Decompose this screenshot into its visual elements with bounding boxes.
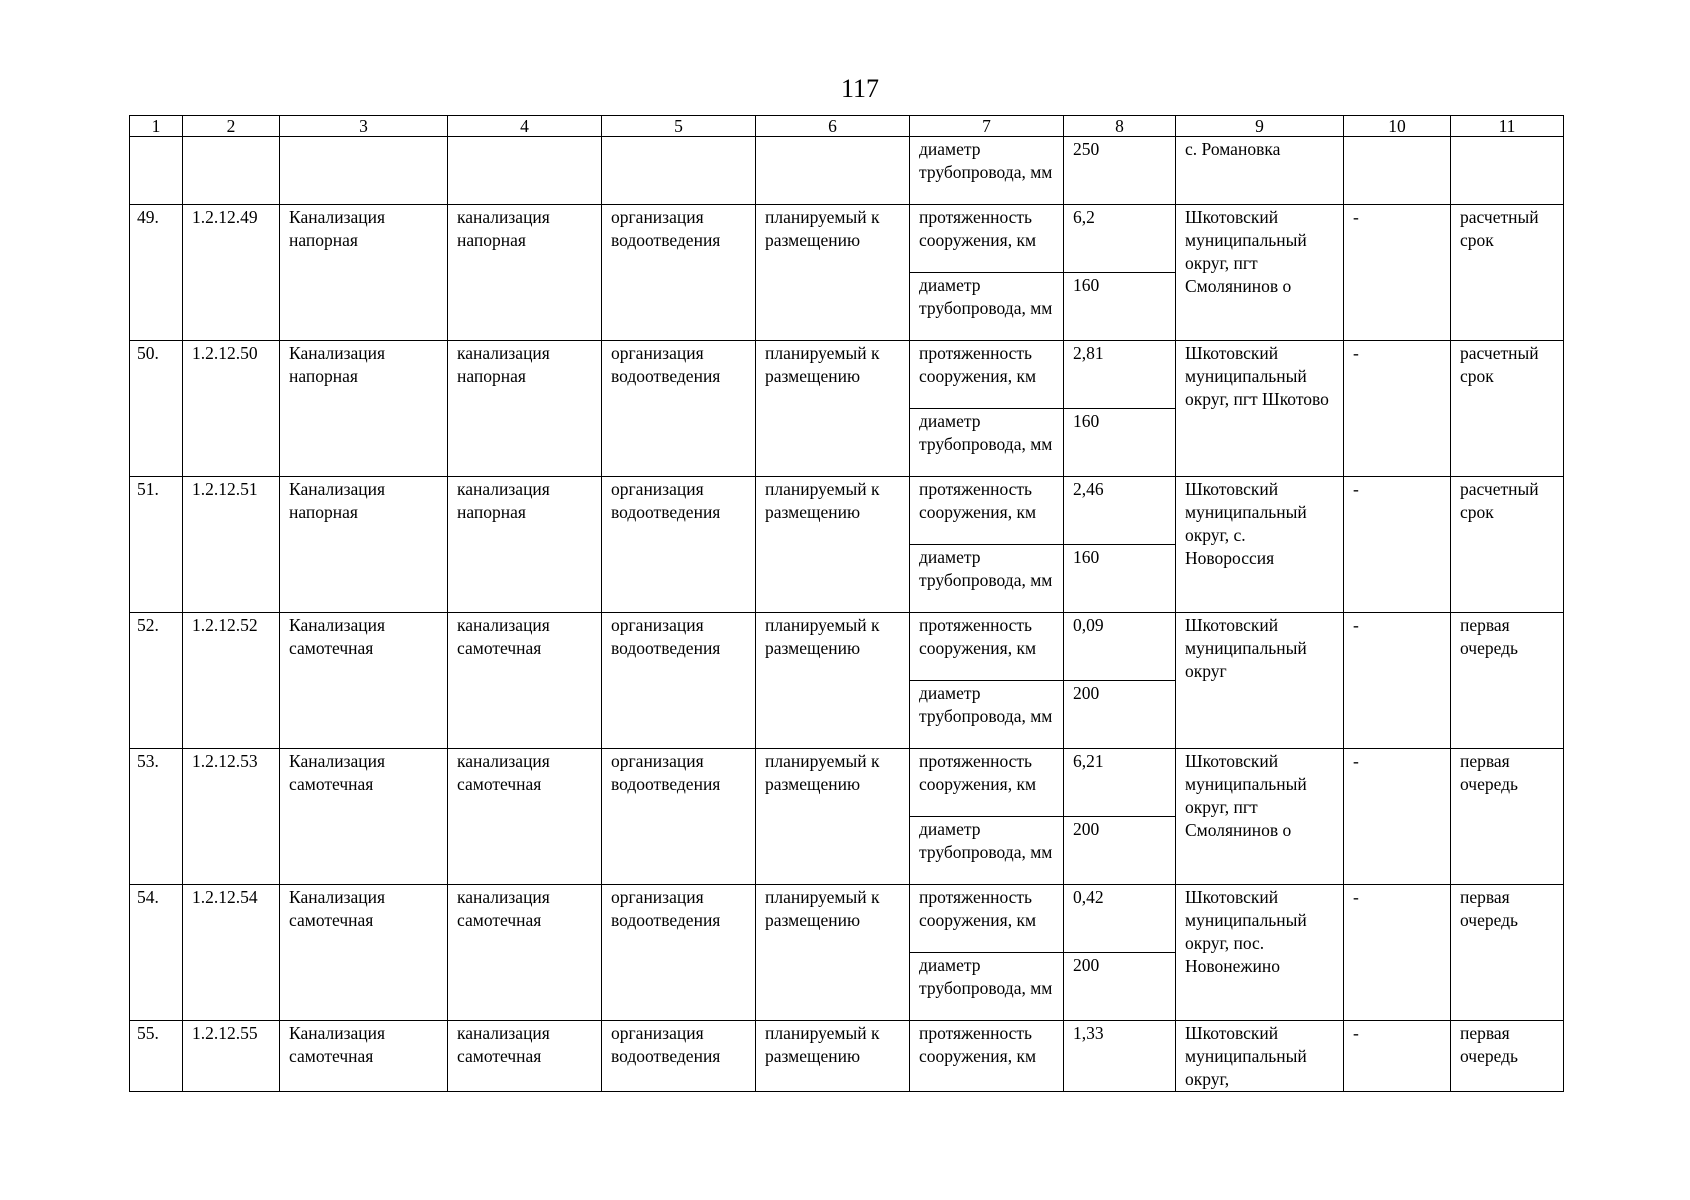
row-number-cell: 55. [130,1021,183,1092]
location-cell: Шкотовский муниципальный округ, пгт Смолянинов о [1176,749,1344,885]
param-cell: протяженность сооружения, км [910,477,1064,545]
value-cell: 250 [1064,137,1176,205]
empty-cell [756,137,910,205]
purpose-cell: организация водоотведения [602,205,756,341]
param-cell: диаметр трубопровода, мм [910,273,1064,341]
column-header: 1 [130,116,183,137]
page-number: 117 [840,74,880,103]
param-cell: диаметр трубопровода, мм [910,137,1064,205]
zone-cell: - [1344,885,1451,1021]
type-cell: канализация самотечная [448,1021,602,1092]
name-cell: Канализация напорная [280,341,448,477]
empty-cell [130,137,183,205]
term-cell: первая очередь [1451,749,1564,885]
param-cell: протяженность сооружения, км [910,341,1064,409]
location-cell: Шкотовский муниципальный округ, с. Новороссия [1176,477,1344,613]
param-cell: диаметр трубопровода, мм [910,681,1064,749]
value-cell: 160 [1064,545,1176,613]
name-cell: Канализация самотечная [280,613,448,749]
zone-cell: - [1344,613,1451,749]
table-row [130,613,1564,681]
column-header: 11 [1451,116,1564,137]
location-cell: Шкотовский муниципальный округ [1176,613,1344,749]
column-header: 9 [1176,116,1344,137]
type-cell: канализация напорная [448,205,602,341]
value-cell: 6,21 [1064,749,1176,817]
code-cell: 1.2.12.49 [183,205,280,341]
param-cell: диаметр трубопровода, мм [910,953,1064,1021]
empty-cell [602,137,756,205]
column-header: 7 [910,116,1064,137]
empty-cell [1451,137,1564,205]
term-cell: расчетный срок [1451,477,1564,613]
term-cell: первая очередь [1451,1021,1564,1092]
empty-cell [183,137,280,205]
column-header: 8 [1064,116,1176,137]
status-cell: планируемый к размещению [756,749,910,885]
row-number-cell: 54. [130,885,183,1021]
name-cell: Канализация самотечная [280,749,448,885]
type-cell: канализация напорная [448,341,602,477]
column-header: 10 [1344,116,1451,137]
location-cell: Шкотовский муниципальный округ, пос. Новонежино [1176,885,1344,1021]
zone-cell: - [1344,341,1451,477]
value-cell: 1,33 [1064,1021,1176,1092]
zone-cell: - [1344,749,1451,885]
table-row [130,205,1564,273]
column-header: 2 [183,116,280,137]
zone-cell: - [1344,205,1451,341]
value-cell: 6,2 [1064,205,1176,273]
location-cell: с. Романовка [1176,137,1344,205]
value-cell: 0,42 [1064,885,1176,953]
value-cell: 2,81 [1064,341,1176,409]
value-cell: 2,46 [1064,477,1176,545]
status-cell: планируемый к размещению [756,885,910,1021]
column-header: 5 [602,116,756,137]
purpose-cell: организация водоотведения [602,477,756,613]
value-cell: 160 [1064,273,1176,341]
purpose-cell: организация водоотведения [602,1021,756,1092]
row-number-cell: 52. [130,613,183,749]
column-number-row [130,116,1564,137]
param-cell: протяженность сооружения, км [910,749,1064,817]
code-cell: 1.2.12.53 [183,749,280,885]
location-cell: Шкотовский муниципальный округ, [1176,1021,1344,1092]
location-cell: Шкотовский муниципальный округ, пгт Смолянинов о [1176,205,1344,341]
empty-cell [280,137,448,205]
type-cell: канализация самотечная [448,613,602,749]
name-cell: Канализация самотечная [280,885,448,1021]
empty-cell [1344,137,1451,205]
type-cell: канализация самотечная [448,885,602,1021]
status-cell: планируемый к размещению [756,477,910,613]
term-cell: расчетный срок [1451,341,1564,477]
value-cell: 200 [1064,953,1176,1021]
name-cell: Канализация напорная [280,477,448,613]
name-cell: Канализация напорная [280,205,448,341]
param-cell: диаметр трубопровода, мм [910,545,1064,613]
value-cell: 200 [1064,681,1176,749]
value-cell: 0,09 [1064,613,1176,681]
purpose-cell: организация водоотведения [602,885,756,1021]
code-cell: 1.2.12.54 [183,885,280,1021]
row-number-cell: 50. [130,341,183,477]
status-cell: планируемый к размещению [756,205,910,341]
type-cell: канализация самотечная [448,749,602,885]
type-cell: канализация напорная [448,477,602,613]
table-row [130,341,1564,409]
value-cell: 200 [1064,817,1176,885]
purpose-cell: организация водоотведения [602,749,756,885]
column-header: 6 [756,116,910,137]
param-cell: диаметр трубопровода, мм [910,409,1064,477]
column-header: 3 [280,116,448,137]
empty-cell [448,137,602,205]
purpose-cell: организация водоотведения [602,341,756,477]
row-number-cell: 51. [130,477,183,613]
param-cell: протяженность сооружения, км [910,885,1064,953]
status-cell: планируемый к размещению [756,613,910,749]
term-cell: расчетный срок [1451,205,1564,341]
location-cell: Шкотовский муниципальный округ, пгт Шкотово [1176,341,1344,477]
code-cell: 1.2.12.55 [183,1021,280,1092]
param-cell: протяженность сооружения, км [910,613,1064,681]
value-cell: 160 [1064,409,1176,477]
table-row [130,477,1564,545]
param-cell: диаметр трубопровода, мм [910,817,1064,885]
status-cell: планируемый к размещению [756,1021,910,1092]
continuation-row [130,137,1564,205]
purpose-cell: организация водоотведения [602,613,756,749]
term-cell: первая очередь [1451,885,1564,1021]
table-row [130,885,1564,953]
name-cell: Канализация самотечная [280,1021,448,1092]
row-number-cell: 49. [130,205,183,341]
code-cell: 1.2.12.51 [183,477,280,613]
zone-cell: - [1344,1021,1451,1092]
infrastructure-table [129,115,1564,1092]
param-cell: протяженность сооружения, км [910,205,1064,273]
code-cell: 1.2.12.52 [183,613,280,749]
table-row [130,1021,1564,1092]
code-cell: 1.2.12.50 [183,341,280,477]
zone-cell: - [1344,477,1451,613]
param-cell: протяженность сооружения, км [910,1021,1064,1092]
table-row [130,749,1564,817]
column-header: 4 [448,116,602,137]
status-cell: планируемый к размещению [756,341,910,477]
term-cell: первая очередь [1451,613,1564,749]
row-number-cell: 53. [130,749,183,885]
